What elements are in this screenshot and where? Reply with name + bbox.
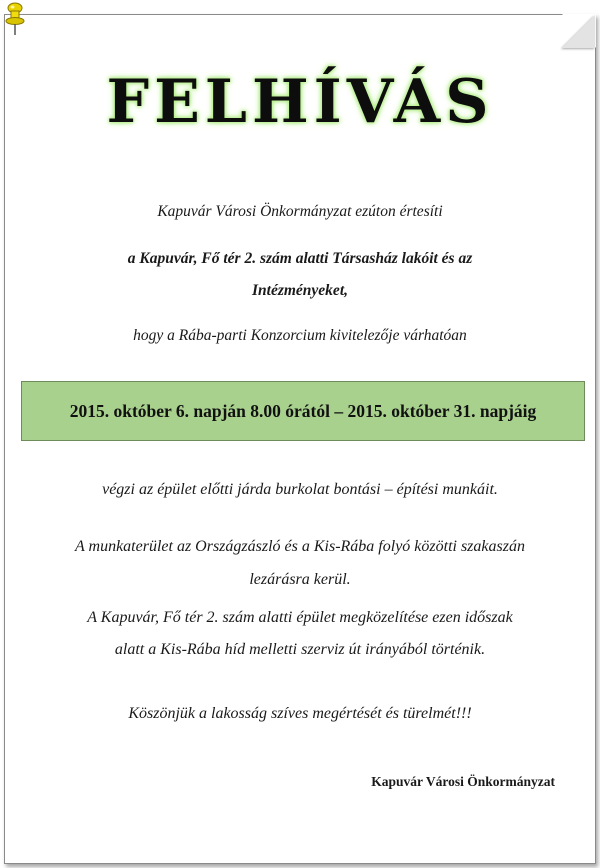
access-line-1: A Kapuvár, Fő tér 2. szám alatti épület megközelítése ezen időszak (87, 609, 513, 626)
notice-title: FELHÍVÁS (106, 67, 494, 137)
access-line-2: alatt a Kis-Rába híd melletti szerviz út irányából történik. (114, 641, 486, 658)
thanks-line: Köszönjük a lakosság szíves megértését és türelmét!!! (128, 705, 472, 722)
page-curl-fold (562, 15, 595, 48)
pushpin-icon (4, 2, 26, 36)
date-range-text: 2015. október 6. napján 8.00 órától – 2015. október 31. napjáig (69, 400, 537, 421)
area-line-1: A munkaterület az Országzászló és a Kis-Rába folyó közötti szakaszán (75, 538, 525, 555)
intro-line: Kapuvár Városi Önkormányzat ezúton értesíti (157, 203, 443, 220)
work-line: végzi az épület előtti járda burkolat bontási – építési munkáit. (102, 481, 498, 498)
date-range-box (21, 381, 585, 441)
area-line-2: lezárásra kerül. (249, 571, 351, 588)
notice-page (4, 14, 596, 864)
recipients-line-2: Intézményeket, (252, 282, 348, 299)
recipients-line-1: a Kapuvár, Fő tér 2. szám alatti Társasház lakóit és az (127, 250, 473, 267)
contractor-line: hogy a Rába-parti Konzorcium kivitelezője várhatóan (133, 327, 467, 344)
signature: Kapuvár Városi Önkormányzat (371, 774, 555, 789)
